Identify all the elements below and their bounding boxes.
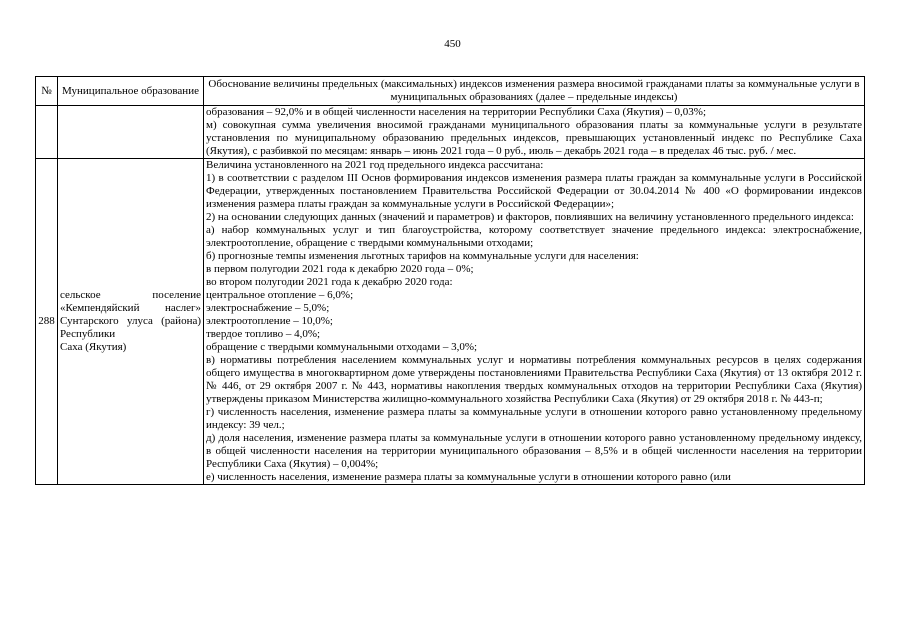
indices-table xyxy=(35,76,865,485)
paragraph: в первом полугодии 2021 года к декабрю 2020 года – 0%; xyxy=(206,263,474,275)
paragraph: электроотопление – 10,0%; xyxy=(206,315,333,327)
paragraph: центральное отопление – 6,0%; xyxy=(206,289,354,301)
paragraph: г) численность населения, изменение размера платы за коммунальные услуги в отношении которого равно установленному предельному индексу: 39 чел.; xyxy=(206,406,862,431)
continuation-number-cell xyxy=(36,106,58,159)
municipality-cell xyxy=(58,159,204,485)
header-justification: Обоснование величины предельных (максимальных) индексов изменения размера вносимой гражданами платы за коммунальные услуги в муниципальных образованиях (далее – предельные индексы) xyxy=(204,77,865,106)
paragraph: во втором полугодии 2021 года к декабрю 2020 года: xyxy=(206,276,453,288)
table-row-continuation xyxy=(36,106,865,159)
table-row-288 xyxy=(36,159,865,485)
row-number-cell: 288 xyxy=(36,159,58,485)
paragraph: м) совокупная сумма увеличения вносимой гражданами муниципального образования платы за коммунальные услуги в результате установления по муниципальному образованию предельных индексов, превышающих установленный индекс по Республике Саха (Якутия), с разбивкой по месяцам: январь – июнь 2021 года – 0 руб., июль – декабрь 2021 года – в пределах 46 тыс. руб. / мес. xyxy=(206,119,862,157)
paragraph: обращение с твердыми коммунальными отходами – 3,0%; xyxy=(206,341,478,353)
paragraph: е) численность населения, изменение размера платы за коммунальные услуги в отношении которого равно (или xyxy=(206,471,731,483)
continuation-body-cell xyxy=(204,106,865,159)
table-header-row xyxy=(36,77,865,106)
paragraph: электроснабжение – 5,0%; xyxy=(206,302,330,314)
paragraph: д) доля населения, изменение размера платы за коммунальные услуги в отношении которого равно установленному предельному индексу, в общей численности населения на территории муниципального образования – 8,5% и в общей численности населения на территории Республики Саха (Якутия) – 0,004%; xyxy=(206,432,862,470)
paragraph: в) нормативы потребления населением коммунальных услуг и нормативы потребления коммунальных ресурсов в целях содержания общего имущества в многоквартирном доме утверждены постановлениями Правительства Республики Саха (Якутия) от 13 октября 2012 г. № 446, от 29 октября 2007 г. № 443, нормативы накопления твердых коммунальных отходов на территории Республики Саха (Якутия) утверждены приказом Министерства жилищно-коммунального хозяйства Республики Саха (Якутия) от 29 октября 2018 г. № 443-п; xyxy=(206,354,862,405)
continuation-municipality-cell xyxy=(58,106,204,159)
paragraph: а) набор коммунальных услуг и тип благоустройства, которому соответствует значение предельного индекса: электроснабжение, электроотопление, обращение с твердыми коммунальными отходами; xyxy=(206,224,862,249)
header-number: № xyxy=(36,77,58,106)
paragraph: образования – 92,0% и в общей численности населения на территории Республики Саха (Якутия) – 0,03%; xyxy=(206,106,707,118)
paragraph: твердое топливо – 4,0%; xyxy=(206,328,321,340)
header-municipality: Муниципальное образование xyxy=(58,77,204,106)
paragraph: Величина установленного на 2021 год предельного индекса рассчитана: xyxy=(206,159,544,171)
paragraph: б) прогнозные темпы изменения льготных тарифов на коммунальные услуги для населения: xyxy=(206,250,639,262)
justification-cell xyxy=(204,159,865,485)
paragraph: 2) на основании следующих данных (значений и параметров) и факторов, повлиявших на величину установленного предельного индекса: xyxy=(206,211,854,223)
paragraph: 1) в соответствии с разделом III Основ формирования индексов изменения размера платы граждан за коммунальные услуги в Российской Федерации, утвержденных постановлением Правительства Российской Федерации от 30.04.2014 № 400 «О формировании индексов изменения размера платы граждан за коммунальные услуги в Российской Федерации»; xyxy=(206,172,862,210)
page-number: 450 xyxy=(444,38,461,50)
municipality-name-end: Саха (Якутия) xyxy=(60,341,127,353)
municipality-name: сельское поселение «Кемпендяйский наслег» Сунтарского улуса (района) Республики xyxy=(60,289,201,340)
